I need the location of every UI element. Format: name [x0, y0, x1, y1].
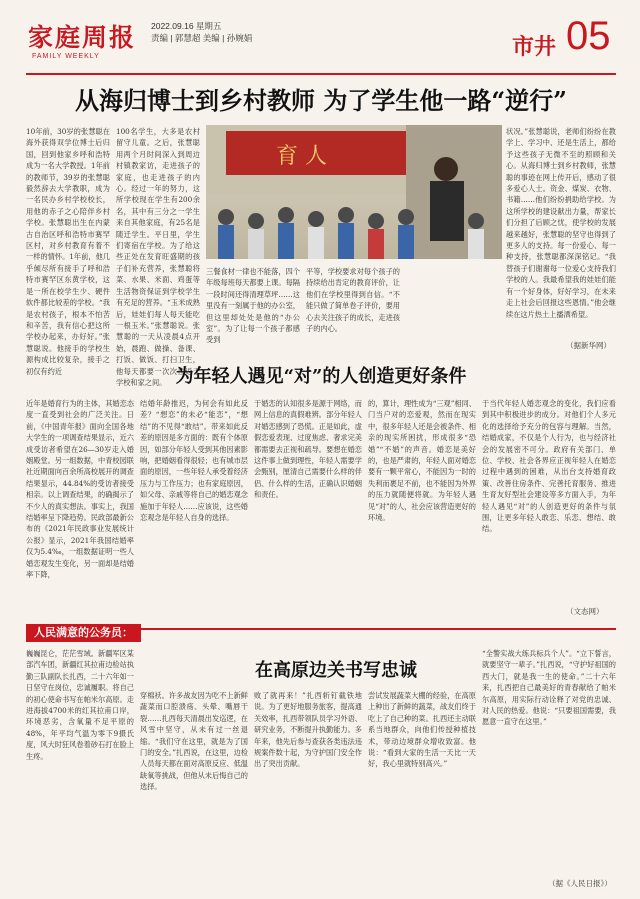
school-classroom-photo-icon [206, 125, 502, 259]
article3-column-5: “全警实战大练兵标兵个人”。“立下誓言，就要坚守一辈子。”扎西说，“守护好祖国的西大门，就是我一生的使命。”二十六年来，扎西把自己最美好的青春献给了帕米尔高原，用实际行动诠释了对党的忠诚、对人民的热爱。他说：“只要祖国需要，我愿意一直守在这里。” [482, 649, 616, 727]
issue-editors: 责编 | 郭慧超 美编 | 孙婉娟 [151, 33, 253, 43]
article1-column-1: 10年前，30岁的张慧聪在海外获得双学位博士后归国，回到他家乡呼和浩特成为一名大学教授。1年前的教师节，39岁的张慧聪毅然辞去大学教职，成为一名民办乡村学校校长，用他的赤子之心陪伴乡村学校。张慧聪出生在内蒙古自治区呼和浩特市赛罕区村，对乡村教育有着不一样的情怀。1年前，他几乎倾尽所有接手了呼和浩特市赛罕区东黄学校，这是一所在校学生少、硬件软件都比较差的学校。“我是农村孩子，根本不怕苦和辛苦，我有信心把这所学校办起来，办好好。”张慧聪说。他接手的学校生源构成比较复杂，接手之初仅有约近 [26, 127, 110, 376]
page-number: 05 [566, 14, 611, 58]
article1-column-3: 三餐食材一律也不能落，四个年级每班每天都要上课。每隔一段时间还得清理草坪……这里没有一刻属于他的办公室，但这里却处处是他的“办公室”。为了让每一个孩子都感受到 [206, 267, 300, 345]
article1-column-5: 状况。”张慧聪说，老师们纷纷在教学上、学习中、还是生活上，都给予这些孩子无微不至的照顾和关心。从海归博士到乡村教师，张慧聪的事迹在网上传开后，感动了很多爱心人士。资金、煤炭、衣物、书籍……他们纷纷捐助给学校。为这所学校的建设献出力量，帮家长们分担了后顾之忧，使学校的发展越来越好，张慧聪的坚守也得到了更多人的支持。每一份爱心、每一种支持，张慧聪都深深铭记。“我替孩子们谢谢每一位爱心支持我们学校的人。我最希望我的娃娃们能有一个好身体，好好学习，在未来走上社会后回报这些恩情。”他会继续在这片热土上播洒希望。 [506, 127, 616, 319]
article1-title: 从海归博士到乡村教师 为了学生他一路“逆行” [75, 86, 567, 115]
svg-text:育 人: 育 人 [276, 144, 327, 169]
article3-column-2: 穿棉袄。许多战友因为吃不上新鲜蔬菜而口腔溃疡、头晕、嘴唇干裂……扎西每天清晨出发巡逻，在风雪中坚守，从未有过一丝退缩。“我们守在这里，就是为了国门的安全。”扎西说，在这里，边检人员每天都在面对高原反应、低温缺氧等挑战，但他从未后悔自己的选择。 [140, 691, 248, 792]
article1-column-4: 平等，学校要求对每个孩子的持续给出肯定的教育评价，让他们在学校里得到自信。“不能只做了简单卷子评价，要用心去关注孩子的成长，走进孩子的内心。 [306, 267, 400, 334]
section-title: 市井 [512, 34, 557, 60]
article3-title: 在高原边关书写忠诚 [255, 660, 417, 681]
article1-column-2: 100名学生，大多是农村留守儿童。之后，张慧聪用两个月时间深入到周边村镇教家访，走进孩子的家庭，也走进孩子的内心。经过一年的努力，这所学校现在学生有200余名，其中有三分之一学生来自其他家庭，有25名是随迁学生。平日里，学生们寄宿在学校。为了给这些正处在发育旺盛期的孩子们补充营养，张慧聪将菜、水果、米面、鸡蛋等生活物资保证到学校学生有充足的营养。“玉米成熟后，娃娃们每人每天能吃一根玉米。”张慧聪说。张慧聪的一天从凌晨4点开始，晨跑、做操、备课、打饭、做饭、打扫卫生，他每天都要一次次往返于学校和家之间。 [116, 127, 200, 387]
masthead [0, 0, 640, 72]
newspaper-logo: 家庭周报 [28, 23, 137, 52]
article2-title: 为年轻人遇见“对”的人创造更好条件 [175, 366, 467, 387]
newspaper-logo-subtitle: FAMILY WEEKLY [32, 53, 100, 60]
article2-column-2: 结婚年龄推迟，为何会有如此反差？“想恋”的未必“能恋”，“想结”的不见得“敢结”。带来如此反差的原因是多方面的：既有个体原因，如部分年轻人受到其他因素影响，把婚姻看得很轻；也有城市层面的原因，一些年轻人承受着经济压力与工作压力；也有家庭原因，如父母、亲戚等将自己的婚恋观念施加于年轻人……应该说，这些婚恋观念是年轻人自身的选择。 [140, 399, 248, 523]
article2-credit: （文态网） [566, 607, 604, 616]
article2-column-4: 的，算计，理性成为“三观”相同、门当户对的恋爱观，然而在现实中，很多年轻人还是会被条件、相亲的现实所困扰，形成很多“恐婚”“不婚”的声音。婚恋是美好的，也是严肃的，年轻人面对婚恋要有一颗平常心，不能因为一时的失利而裹足不前，也不能因为外界的压力就随便将就。为年轻人遇见“对”的人，社会应该营造更好的环境。 [368, 399, 476, 523]
article3-column-3: 败了就再来！”扎西斩钉截铁地说。为了更好地服务旅客，提高通关效率，扎西带领队员学习外语、研究业务，不断提升执勤能力。多年来，他先后参与查获各类违法违规案件数十起，为守护国门安全作出了突出贡献。 [254, 691, 362, 769]
article1-credit: （据新华网） [566, 341, 611, 350]
article2-column-5: 于当代年轻人婚恋观念的变化，我们应看到其中积极进步的成分。对他们个人多元化的选择给予充分的包容与理解。当然，结婚成家，不仅是个人行为，也与经济社会的发展密不可分。政府有关部门、单位、学校、社会各界应正视年轻人在婚恋过程中遇到的困难，从出台支持婚育政策、改善住房条件、完善托育服务、推进生育友好型社会建设等多方面入手，为年轻人遇见“对”的人创造更好的条件与氛围，让更多年轻人敢恋、乐恋、想结、敢结。 [482, 399, 616, 534]
article3-banner: 人民满意的公务员： [26, 624, 141, 642]
article3-column-4: 尝试发展蔬菜大棚的经验，在高原上种出了新鲜的蔬菜，战友们终于吃上了自己种的菜。扎西还主动联系当地群众，向他们传授种植技术，带动边境群众增收致富。他说：“看到大家的生活一天比一天好，我心里就特别高兴。” [368, 691, 476, 769]
article2-column-1: 近年是婚育行为的主体，其婚恋态度一直受到社会的广泛关注。日前，《中国青年报》面向全国各地大学生的一项调查结果显示，近六成受访者希望在26—30岁走入婚姻殿堂。另一组数据，中青校园联社近期面向百余所高校展开的调查结果显示，44.84%的受访者接受相亲。以上调查结果，的确揭示了不少人的真实想法。事实上，我国结婚率呈下降趋势。民政部最新公布的《2021年民政事业发展统计公报》显示，2021年我国结婚率仅为5.4‰，一组数据证明一些人婚恋观发生变化，另一面却是结婚率下降， [26, 399, 134, 580]
masthead-rule [26, 73, 616, 75]
issue-info [151, 20, 252, 44]
article1-photo [206, 125, 502, 259]
article3-column-1: 巍巍昆仑，茫茫雪域。新疆军区某部汽车团，新疆红其拉甫边检站执勤三队副队长扎西，二十六年如一日坚守在岗位，忠诚履职。将自己的初心使命书写在帕米尔高原。走进海拔4700米的红其拉甫口岸，环境恶劣，含氧量不足平原的48%，年平均气温为零下9摄氏度，风大时狂风卷着砂石打在脸上生疼。 [26, 649, 134, 761]
article3-credit: （据《人民日报》） [548, 879, 612, 888]
issue-date: 2022.09.16 星期五 [151, 21, 222, 31]
article2-column-3: 于婚恋的认知很多是源于网络，而网上信息的真假难辨。部分年轻人对婚恋感到了恐慌。正是如此，虚假恋爱表现、过度焦虑、奢求完美都需要去正视和疏导。要想在婚恋这件事上做到理性，年轻人需要学会甄别，厘清自己需要什么样的伴侣、什么样的生活，正确认识婚姻和责任。 [254, 399, 362, 500]
